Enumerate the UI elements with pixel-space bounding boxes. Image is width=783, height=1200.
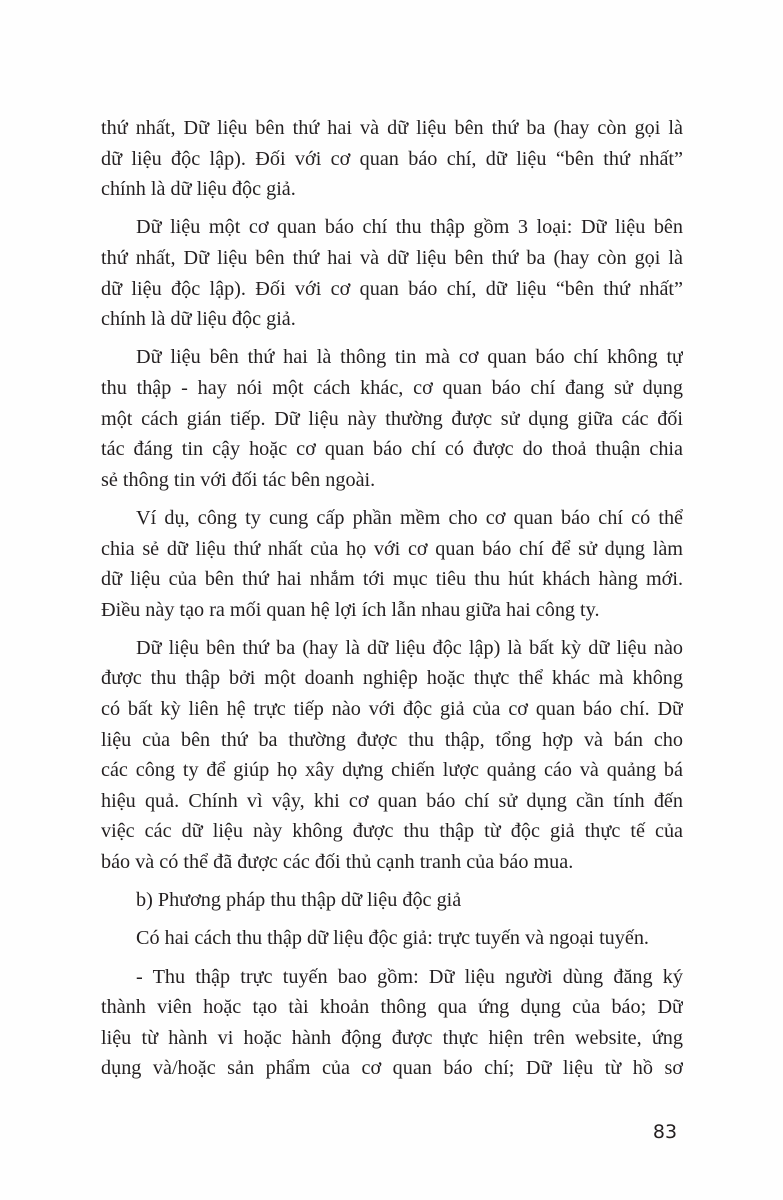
text-line: Có hai cách thu thập dữ liệu độc giả: trực tuyến và ngoại tuyến. bbox=[136, 927, 649, 950]
text-line: thu thập - hay nói một cách khác, cơ quan báo chí đang sử dụng bbox=[101, 376, 683, 399]
text-line: có bất kỳ liên hệ trực tiếp nào với độc giả của cơ quan báo chí. Dữ bbox=[101, 698, 683, 721]
text-line: Ví dụ, công ty cung cấp phần mềm cho cơ quan báo chí có thể bbox=[136, 506, 683, 529]
paragraph bbox=[101, 342, 683, 495]
body-text bbox=[101, 113, 683, 1092]
text-line: thành viên hoặc tạo tài khoản thông qua ứng dụng của báo; Dữ bbox=[101, 996, 683, 1019]
text-line: liệu của bên thứ ba thường được thu thập, tổng hợp và bán cho bbox=[101, 728, 683, 751]
text-line: thứ nhất, Dữ liệu bên thứ hai và dữ liệu bên thứ ba (hay còn gọi là bbox=[101, 246, 683, 269]
text-line: dữ liệu độc lập). Đối với cơ quan báo chí, dữ liệu “bên thứ nhất” bbox=[101, 277, 683, 300]
text-line: sẻ thông tin với đối tác bên ngoài. bbox=[101, 468, 376, 491]
text-line: dụng và/hoặc sản phẩm của cơ quan báo chí; Dữ liệu từ hồ sơ bbox=[101, 1057, 683, 1080]
paragraph bbox=[101, 885, 683, 916]
paragraph bbox=[101, 962, 683, 1084]
text-line: chia sẻ dữ liệu thứ nhất của họ với cơ quan báo chí để sử dụng làm bbox=[101, 537, 683, 560]
text-line: việc các dữ liệu này không được thu thập từ độc giả thực tế của bbox=[101, 820, 683, 843]
text-line: tác đáng tin cậy hoặc cơ quan báo chí có được do thoả thuận chia bbox=[101, 438, 683, 461]
page-number: 83 bbox=[652, 1121, 678, 1143]
paragraph bbox=[101, 113, 683, 205]
paragraph bbox=[101, 212, 683, 334]
text-line: dữ liệu của bên thứ hai nhắm tới mục tiêu thu hút khách hàng mới. bbox=[101, 568, 683, 591]
text-line: các công ty để giúp họ xây dựng chiến lược quảng cáo và quảng bá bbox=[101, 759, 683, 782]
text-line: Dữ liệu một cơ quan báo chí thu thập gồm 3 loại: Dữ liệu bên bbox=[136, 216, 683, 239]
paragraph bbox=[101, 633, 683, 878]
text-line: b) Phương pháp thu thập dữ liệu độc giả bbox=[136, 889, 462, 912]
text-line: báo và có thể đã được các đối thủ cạnh tranh của báo mua. bbox=[101, 851, 574, 874]
text-line: một cách gián tiếp. Dữ liệu này thường được sử dụng giữa các đối bbox=[101, 407, 683, 430]
text-line: dữ liệu độc lập). Đối với cơ quan báo chí, dữ liệu “bên thứ nhất” bbox=[101, 147, 683, 170]
text-line: - Thu thập trực tuyến bao gồm: Dữ liệu người dùng đăng ký bbox=[136, 965, 683, 988]
text-line: chính là dữ liệu độc giả. bbox=[101, 308, 296, 331]
paragraph bbox=[101, 923, 683, 954]
text-line: được thu thập bởi một doanh nghiệp hoặc thực thể khác mà không bbox=[101, 667, 683, 690]
text-line: liệu từ hành vi hoặc hành động được thực hiện trên website, ứng bbox=[101, 1026, 683, 1049]
text-line: chính là dữ liệu độc giả. bbox=[101, 178, 296, 201]
text-line: Dữ liệu bên thứ ba (hay là dữ liệu độc lập) là bất kỳ dữ liệu nào bbox=[136, 636, 683, 659]
text-line: Dữ liệu bên thứ hai là thông tin mà cơ quan báo chí không tự bbox=[136, 346, 683, 369]
text-line: thứ nhất, Dữ liệu bên thứ hai và dữ liệu bên thứ ba (hay còn gọi là bbox=[101, 117, 683, 139]
paragraph bbox=[101, 503, 683, 625]
text-line: Điều này tạo ra mối quan hệ lợi ích lẫn nhau giữa hai công ty. bbox=[101, 598, 600, 621]
text-line: hiệu quả. Chính vì vậy, khi cơ quan báo chí sử dụng cần tính đến bbox=[101, 789, 683, 812]
